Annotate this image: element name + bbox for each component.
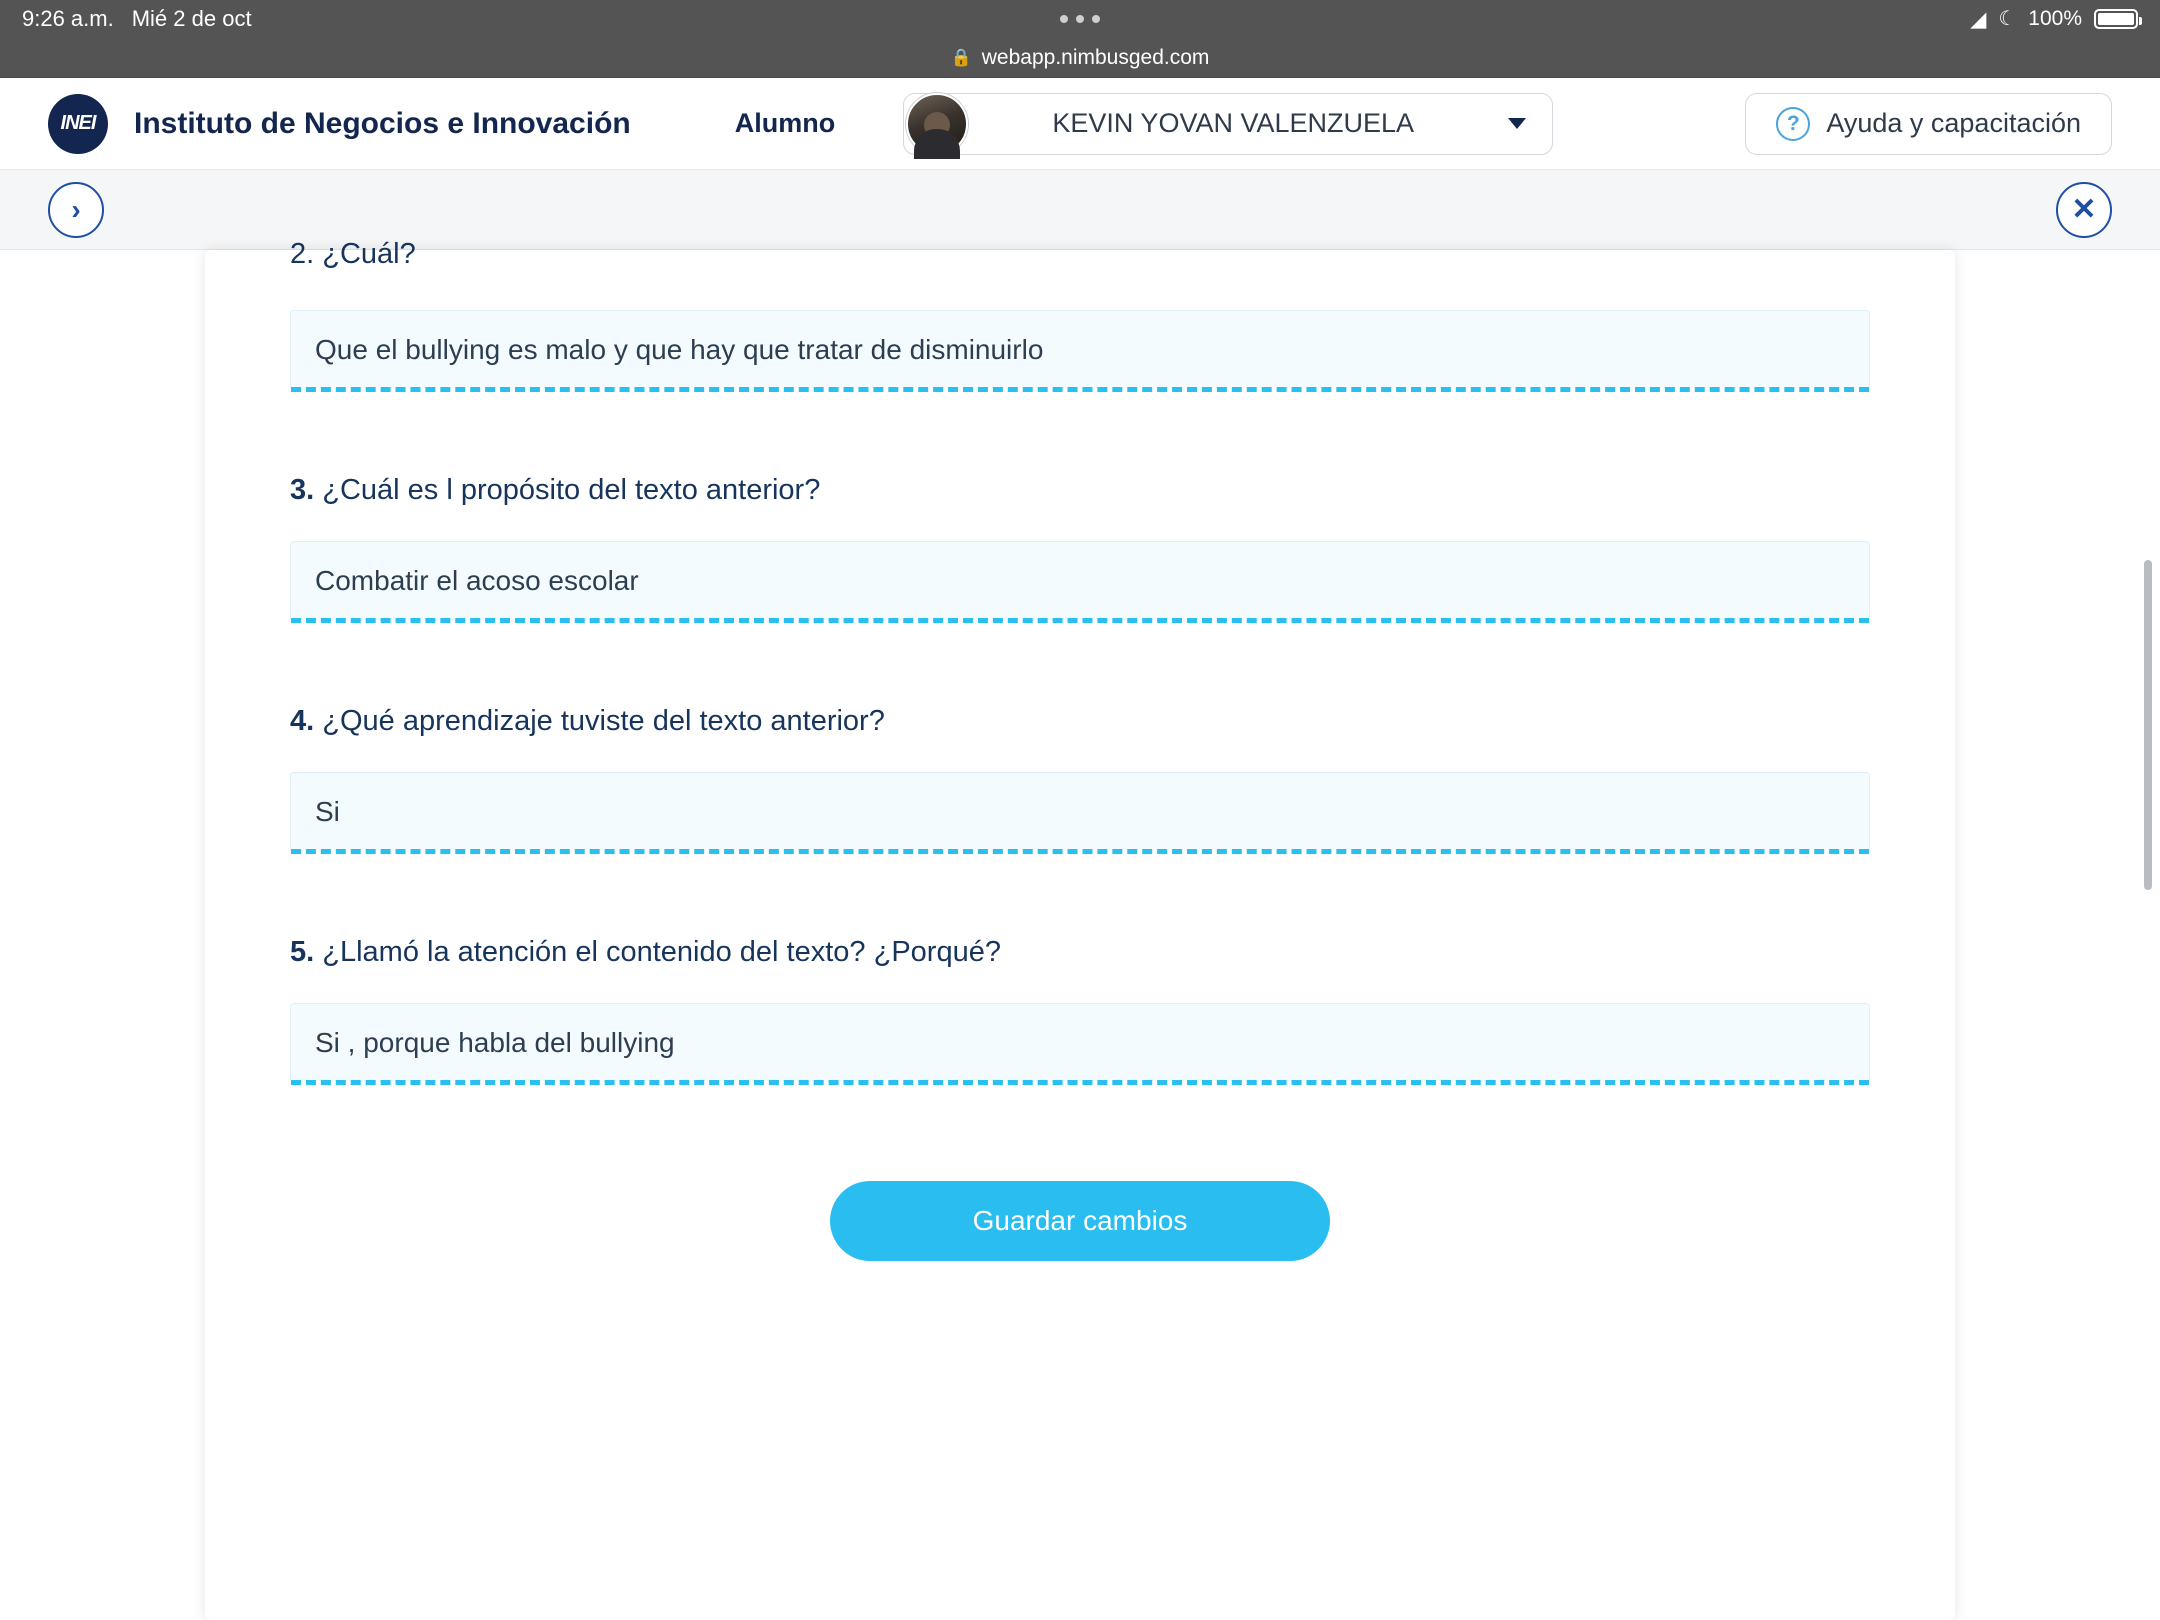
user-menu[interactable] — [903, 93, 1553, 155]
help-button[interactable] — [1745, 93, 2112, 155]
handle-dot — [1076, 15, 1084, 23]
logo-text: INEI — [60, 112, 96, 134]
chevron-right-icon: › — [71, 193, 81, 225]
status-bar-right — [1970, 7, 2138, 31]
wifi-icon: ◢ — [1970, 7, 1987, 31]
spacer — [290, 850, 1870, 936]
answer-input-5[interactable] — [290, 1003, 1870, 1081]
save-row — [290, 1181, 1870, 1261]
handle-dot — [1092, 15, 1100, 23]
chevron-down-icon — [1508, 118, 1526, 129]
handle-dot — [1060, 15, 1068, 23]
question-4 — [290, 705, 1870, 738]
close-button[interactable] — [2056, 182, 2112, 238]
question-5 — [290, 936, 1870, 969]
question-4-number: 4. — [290, 705, 315, 737]
close-icon: ✕ — [2071, 192, 2097, 226]
moon-icon: ☾ — [1998, 8, 2017, 30]
page-body — [0, 238, 2160, 1620]
institution-logo — [48, 94, 108, 154]
ipad-status-bar — [0, 0, 2160, 38]
question-3-number: 3. — [290, 474, 315, 506]
lock-icon: 🔒 — [950, 47, 972, 67]
answer-text-5: Si , porque habla del bullying — [315, 1026, 675, 1058]
spacer — [290, 619, 1870, 705]
user-name: KEVIN YOVAN VALENZUELA — [1052, 108, 1415, 138]
answer-text-4: Si — [315, 795, 340, 827]
question-5-number: 5. — [290, 936, 315, 968]
status-bar-left — [22, 6, 252, 32]
form-sheet — [205, 238, 1955, 1620]
question-3 — [290, 474, 1870, 507]
question-4-text: ¿Qué aprendizaje tuviste del texto anterior? — [322, 705, 885, 737]
answer-text-3: Combatir el acoso escolar — [315, 564, 639, 596]
role-label: Alumno — [734, 108, 836, 138]
answer-input-4[interactable] — [290, 772, 1870, 850]
status-date: Mié 2 de oct — [131, 6, 252, 31]
question-5-text: ¿Llamó la atención el contenido del texto? ¿Porqué? — [322, 936, 1001, 968]
avatar — [906, 93, 968, 155]
spacer — [290, 388, 1870, 474]
page-scrollbar[interactable] — [2144, 560, 2152, 890]
institution-name: Instituto de Negocios e Innovación — [134, 106, 631, 140]
site-header — [0, 78, 2160, 170]
multitask-handle[interactable] — [1060, 15, 1100, 23]
battery-percent: 100% — [2028, 7, 2082, 30]
question-2-clipped — [290, 238, 1870, 270]
answer-input-2[interactable] — [290, 310, 1870, 388]
status-time: 9:26 a.m. — [22, 6, 114, 31]
save-changes-button[interactable]: Guardar cambios — [830, 1181, 1330, 1261]
question-2-text: 2. ¿Cuál? — [290, 238, 416, 270]
next-button[interactable] — [48, 182, 104, 238]
question-circle-icon: ? — [1776, 107, 1810, 141]
help-label: Ayuda y capacitación — [1826, 108, 2081, 138]
browser-url-bar[interactable] — [0, 38, 2160, 78]
answer-text-2: Que el bullying es malo y que hay que tratar de disminuirlo — [315, 333, 1044, 365]
answer-input-3[interactable] — [290, 541, 1870, 619]
question-3-text: ¿Cuál es l propósito del texto anterior? — [322, 474, 821, 506]
battery-icon — [2094, 9, 2138, 29]
form-content — [205, 238, 1955, 1261]
url-text: webapp.nimbusged.com — [981, 45, 1210, 69]
